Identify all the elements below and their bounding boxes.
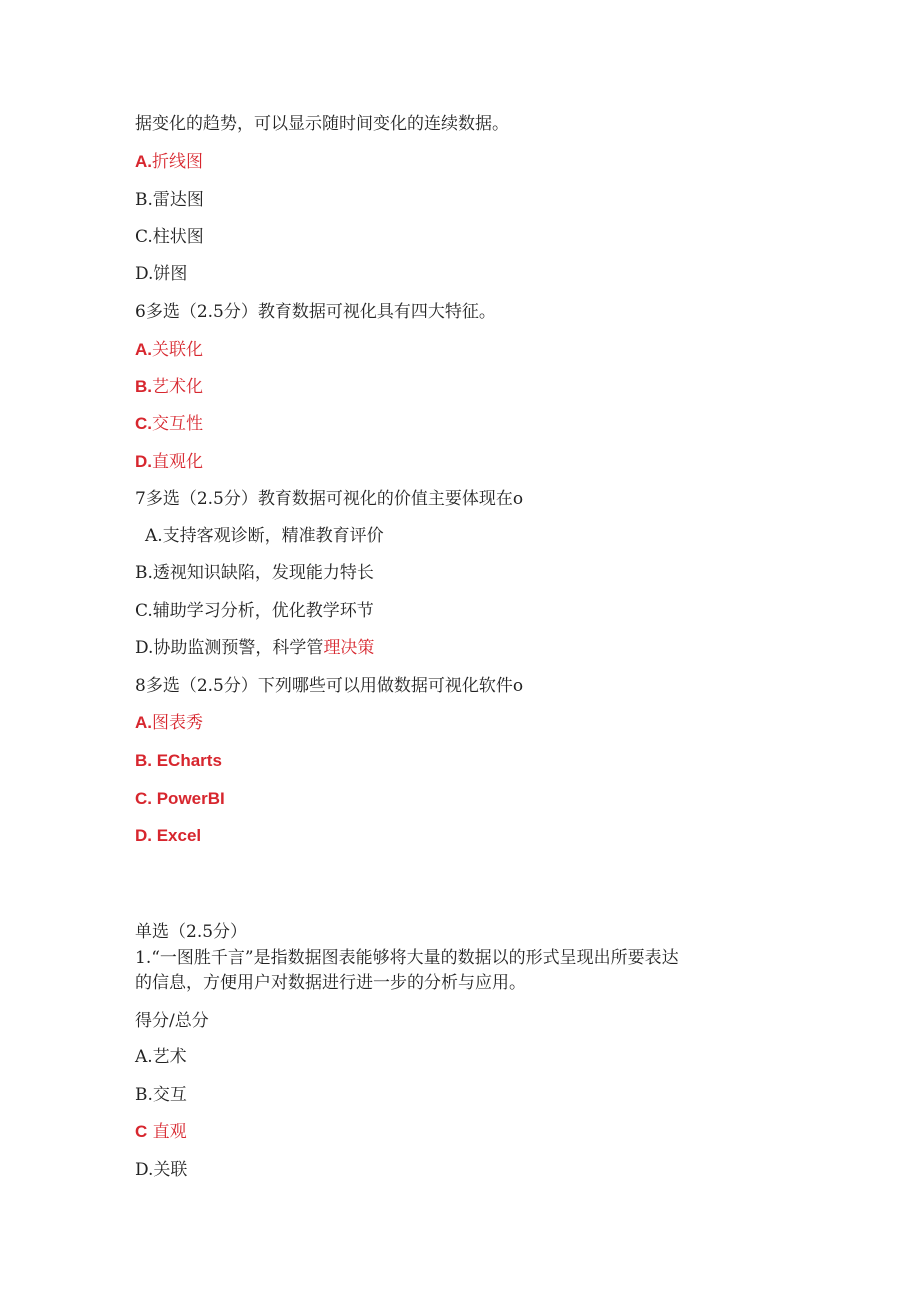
q7-option-b: B.透视知识缺陷，发现能力特长 bbox=[135, 563, 374, 583]
q8-title: 8多选（2.5分）下列哪些可以用做数据可视化软件o bbox=[135, 676, 524, 696]
section-q1-line2: 的信息，方便用户对数据进行进一步的分析与应用。 bbox=[135, 973, 526, 993]
q6-option-b bbox=[135, 376, 203, 398]
q7-option-d-text: D.协助监测预警，科学管 bbox=[135, 638, 324, 658]
q5-option-a bbox=[135, 151, 203, 173]
section-q1-line1: 1.“一图胜千言”是指数据图表能够将大量的数据以的形式呈现出所要表达 bbox=[135, 948, 679, 968]
q6-option-a-text: 关联化 bbox=[152, 340, 203, 360]
q6-option-b-letter: B. bbox=[135, 377, 152, 396]
q5-option-d: D.饼图 bbox=[135, 264, 188, 284]
q8-option-a-text: 图表秀 bbox=[152, 713, 203, 733]
q7-option-a: A.支持客观诊断，精准教育评价 bbox=[145, 526, 384, 546]
q5-option-b: B.雷达图 bbox=[135, 190, 204, 210]
q8-option-a-letter: A. bbox=[135, 713, 152, 732]
section-option-c bbox=[135, 1121, 187, 1143]
q6-option-d bbox=[135, 451, 203, 473]
section-option-d: D.关联 bbox=[135, 1160, 188, 1180]
q7-option-c: C.辅助学习分析，优化教学环节 bbox=[135, 601, 374, 621]
q8-option-d: D. Excel bbox=[135, 826, 202, 845]
q8-option-a bbox=[135, 712, 203, 734]
q8-option-b: B. ECharts bbox=[135, 751, 222, 770]
q7-option-d-highlight: 理决策 bbox=[323, 638, 375, 658]
section-option-c-text: 直观 bbox=[147, 1122, 187, 1142]
q8-option-c: C. PowerBI bbox=[135, 789, 225, 808]
q6-option-c-letter: C. bbox=[135, 414, 152, 433]
q5-option-a-text: 折线图 bbox=[152, 152, 203, 172]
section-option-c-letter: C bbox=[135, 1122, 148, 1141]
section-option-a: A.艺术 bbox=[135, 1047, 187, 1067]
q6-option-a-letter: A. bbox=[135, 340, 152, 359]
q6-option-a bbox=[135, 339, 203, 361]
q6-option-c bbox=[135, 413, 203, 435]
q6-option-d-text: 直观化 bbox=[152, 452, 203, 472]
q7-title: 7多选（2.5分）教育数据可视化的价值主要体现在o bbox=[135, 489, 524, 509]
q7-option-d bbox=[135, 637, 374, 659]
q6-option-b-text: 艺术化 bbox=[152, 377, 203, 397]
q6-title: 6多选（2.5分）教育数据可视化具有四大特征。 bbox=[135, 302, 496, 322]
q5-option-c: C.柱状图 bbox=[135, 227, 204, 247]
q5-option-a-letter: A. bbox=[135, 152, 152, 171]
q6-option-c-text: 交互性 bbox=[152, 414, 203, 434]
section-heading: 单选（2.5分） bbox=[135, 922, 248, 942]
score-label: 得分/总分 bbox=[135, 1011, 209, 1031]
intro-text: 据变化的趋势，可以显示随时间变化的连续数据。 bbox=[135, 114, 509, 134]
section-option-b: B.交互 bbox=[135, 1085, 187, 1105]
q6-option-d-letter: D. bbox=[135, 452, 152, 471]
